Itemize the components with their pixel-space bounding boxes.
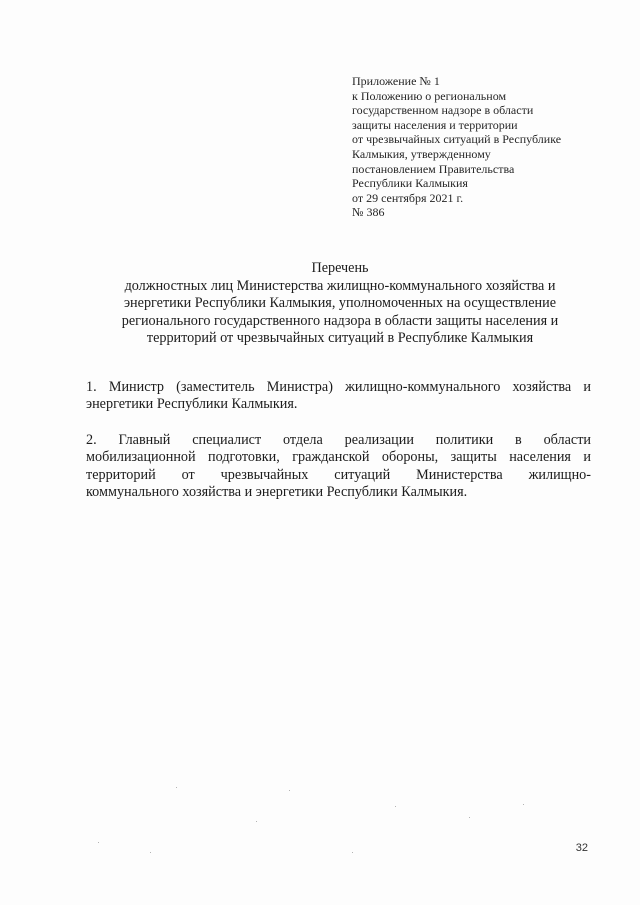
scan-speck: [176, 787, 177, 788]
page-number: 32: [575, 842, 588, 854]
scan-speck: [469, 817, 470, 818]
appendix-note-line: Калмыкия, утвержденному: [352, 146, 491, 161]
title-heading: Перечень: [311, 260, 369, 276]
list-item-line: 1. Министр (заместитель Министра) жилищно-коммунального хозяйства и: [86, 379, 591, 395]
appendix-note-line: защиты населения и территории: [352, 117, 518, 132]
scan-speck: [289, 790, 290, 791]
appendix-note-line: к Положению о региональном: [352, 88, 507, 103]
list-item-line: коммунального хозяйства и энергетики Республики Калмыкия.: [86, 484, 468, 501]
scan-speck: [150, 852, 151, 853]
scan-speck: [395, 806, 396, 807]
list-item-line: энергетики Республики Калмыкия.: [86, 396, 298, 413]
appendix-note-line: от 29 сентября 2021 г.: [352, 190, 464, 205]
scan-speck: [256, 821, 257, 822]
list-item-line: территорий от чрезвычайных ситуаций Министерства жилищно-: [86, 466, 591, 483]
list-item-chief-specialist: [86, 432, 591, 502]
appendix-note-line: постановлением Правительства: [352, 161, 515, 176]
document-title: [80, 260, 600, 348]
appendix-note-line: № 386: [352, 205, 385, 220]
appendix-note-line: от чрезвычайных ситуаций в Республике: [352, 132, 562, 147]
scan-speck: [523, 804, 524, 805]
appendix-note-line: Приложение № 1: [352, 74, 440, 88]
scan-speck: [98, 842, 99, 843]
title-line: должностных лиц Министерства жилищно-коммунального хозяйства и: [124, 277, 556, 294]
appendix-note-line: Республики Калмыкия: [352, 176, 468, 191]
list-item-line: мобилизационной подготовки, гражданской обороны, защиты населения и: [86, 449, 591, 466]
appendix-note-line: государственном надзоре в области: [352, 103, 534, 118]
title-line: территорий от чрезвычайных ситуаций в Республике Калмыкия: [146, 330, 534, 347]
title-line: энергетики Республики Калмыкия, уполномоченных на осуществление: [123, 295, 557, 312]
title-line: регионального государственного надзора в области защиты населения и: [121, 312, 559, 329]
appendix-note: [352, 74, 612, 220]
scan-speck: [352, 852, 353, 853]
list-item-line: 2. Главный специалист отдела реализации политики в области: [86, 432, 591, 448]
list-item-minister: [86, 379, 591, 414]
